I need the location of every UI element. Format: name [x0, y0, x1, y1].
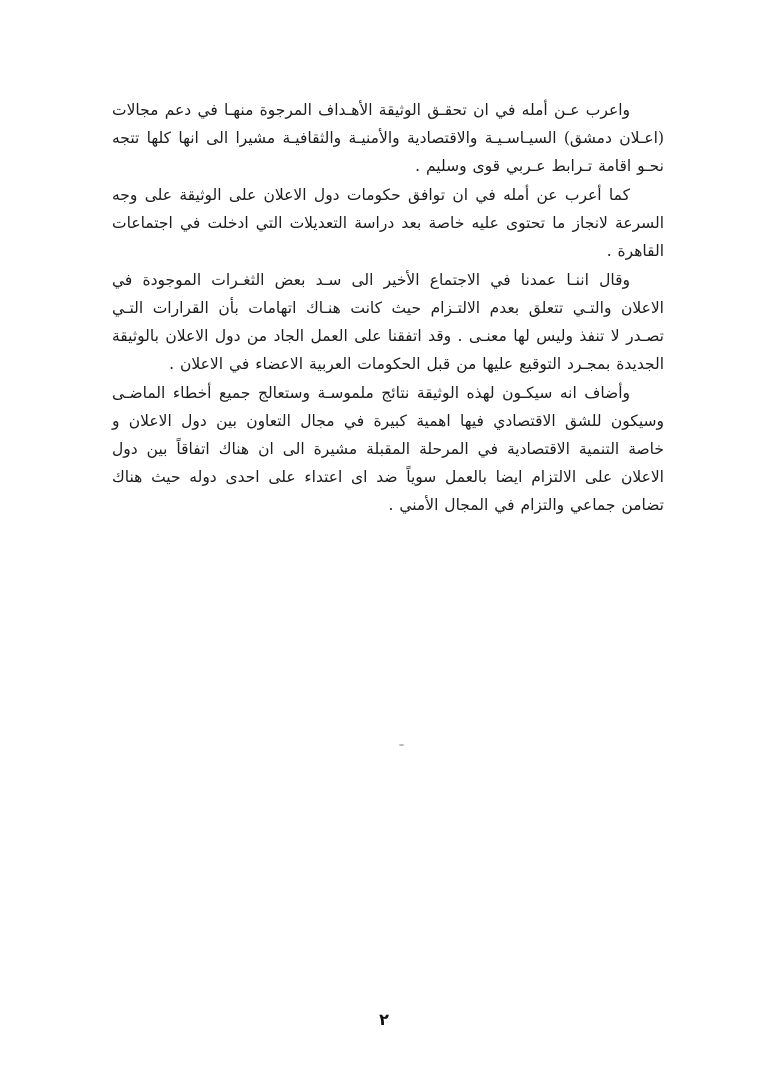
page-number: ٢ [379, 1010, 389, 1029]
paragraph-4: وأضاف انه سيكـون لهذه الوثيقة نتائج ملموسـة وستعالج جميع أخطاء الماضـى وسيكون للشق الاقتصادي فيها اهمية كبيرة في مجال التعاون بين دول الاعلان و خاصة التنمية الاقتصادية في المرحلة المقبلة مشيرة الى ان هناك اتفاقاً بين دول الاعلان على الالتزام ايضا بالعمل سوياً ضد اى اعتداء على احدى دوله حيث هناك تضامن جماعي والتزام في المجال الأمني . [112, 384, 664, 514]
body-text [112, 96, 664, 519]
paragraph-2: كما أعرب عن أمله في ان توافق حكومات دول الاعلان على الوثيقة على وجه السرعة لانجاز ما تحتوى عليه خاصة بعد دراسة التعديلات التي ادخلت في اجتماعات القاهرة . [112, 186, 664, 260]
scan-artifact [399, 744, 404, 746]
paragraph-1: واعرب عـن أمله في ان تحقـق الوثيقة الأهـداف المرجوة منهـا في دعم مجالات (اعـلان دمشق) السيـاسـيـة والاقتصادية والأمنيـة والثقافيـة مشيرا الى انها كلها تتجه نحـو اقامة تـرابط عـربي قوى وسليم . [112, 101, 664, 175]
paragraph-3: وقال اننـا عمدنا في الاجتماع الأخير الى سـد بعض الثغـرات الموجودة في الاعلان والتـي تتعلق بعدم الالتـزام حيث كانت هنـاك اتهامات بأن القرارات التـي تصـدر لا تنفذ وليس لها معنـى . وقد اتفقنا على العمل الجاد من دول الاعلان بالوثيقة الجديدة بمجـرد التوقيع عليها من قبل الحكومات العربية الاعضاء في الاعلان . [112, 271, 664, 373]
